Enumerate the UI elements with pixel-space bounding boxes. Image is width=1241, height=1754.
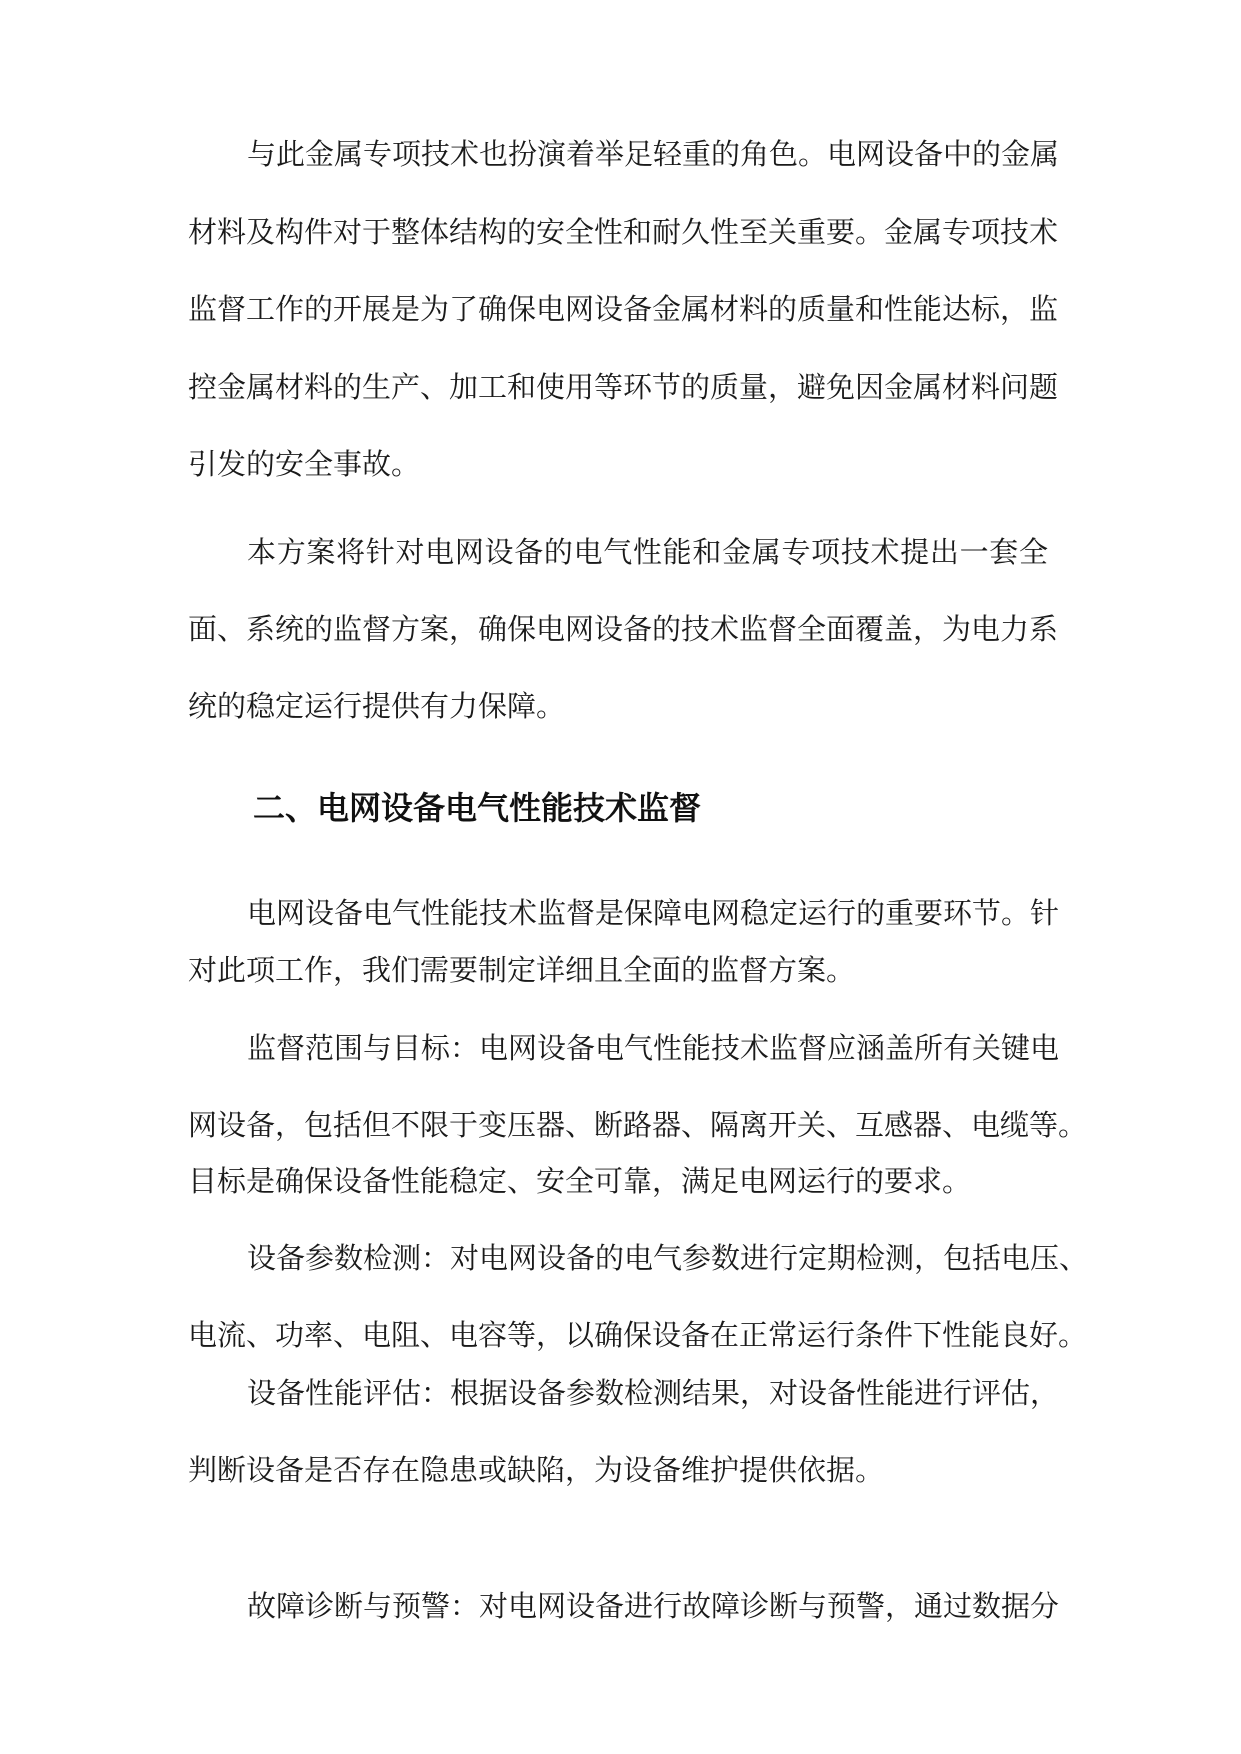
- paragraph-2-line-3: 统的稳定运行提供有力保障。: [188, 689, 566, 723]
- section-paragraph-1-line-2: 对此项工作，我们需要制定详细且全面的监督方案。: [188, 953, 856, 987]
- section-paragraph-5-line-1: 故障诊断与预警：对电网设备进行故障诊断与预警，通过数据分: [247, 1589, 1060, 1623]
- section-paragraph-2-line-3: 目标是确保设备性能稳定、安全可靠，满足电网运行的要求。: [188, 1164, 972, 1198]
- section-paragraph-4-line-2: 判断设备是否存在隐患或缺陷，为设备维护提供依据。: [188, 1453, 885, 1487]
- paragraph-2-line-2: 面、系统的监督方案，确保电网设备的技术监督全面覆盖，为电力系: [188, 612, 1059, 646]
- section-paragraph-1-line-1: 电网设备电气性能技术监督是保障电网稳定运行的重要环节。针: [247, 896, 1060, 930]
- paragraph-1-line-2: 材料及构件对于整体结构的安全性和耐久性至关重要。金属专项技术: [188, 215, 1059, 249]
- section-paragraph-3-line-1: 设备参数检测：对电网设备的电气参数进行定期检测，包括电压、: [247, 1241, 1089, 1275]
- section-paragraph-3-line-2: 电流、功率、电阻、电容等，以确保设备在正常运行条件下性能良好。: [188, 1318, 1088, 1352]
- paragraph-1-line-5: 引发的安全事故。: [188, 447, 421, 481]
- paragraph-1-line-3: 监督工作的开展是为了确保电网设备金属材料的质量和性能达标，监: [188, 292, 1059, 326]
- section-paragraph-2-line-1: 监督范围与目标：电网设备电气性能技术监督应涵盖所有关键电: [247, 1031, 1060, 1065]
- section-heading: 二、电网设备电气性能技术监督: [253, 789, 702, 827]
- paragraph-2-line-1: 本方案将针对电网设备的电气性能和金属专项技术提出一套全: [247, 535, 1048, 569]
- paragraph-1-line-4: 控金属材料的生产、加工和使用等环节的质量，避免因金属材料问题: [188, 370, 1059, 404]
- section-paragraph-4-line-1: 设备性能评估：根据设备参数检测结果，对设备性能进行评估，: [247, 1376, 1060, 1410]
- section-paragraph-2-line-2: 网设备，包括但不限于变压器、断路器、隔离开关、互感器、电缆等。: [188, 1108, 1088, 1142]
- paragraph-1-line-1: 与此金属专项技术也扮演着举足轻重的角色。电网设备中的金属: [247, 137, 1060, 171]
